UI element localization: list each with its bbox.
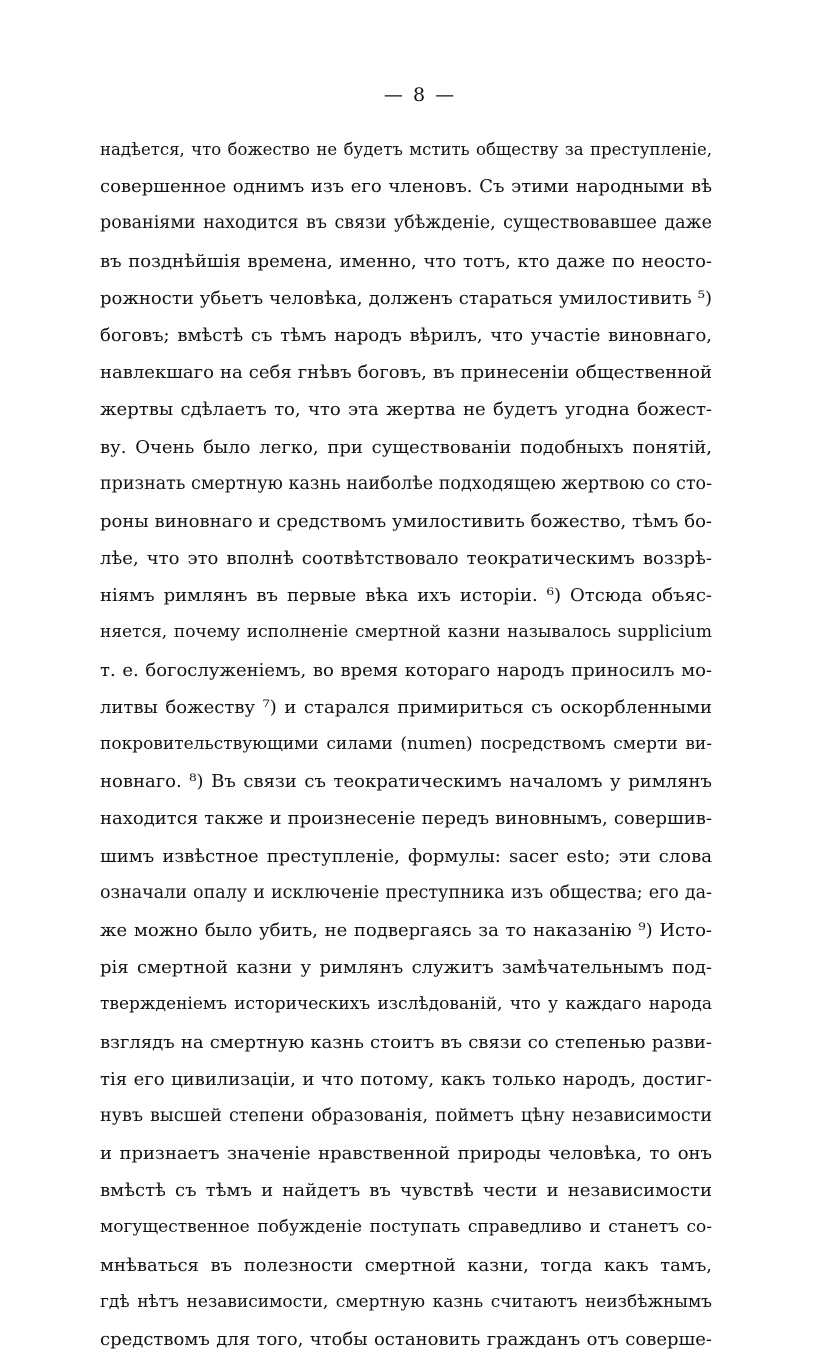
text-line: находится также и произнесеніе передъ виновнымъ, совершив- [100, 808, 712, 830]
text-line: жертвы сдѣлаетъ то, что эта жертва не будетъ угодна божест- [100, 399, 712, 421]
text-line: лѣе, что это вполнѣ соотвѣтствовало теократическимъ воззрѣ- [100, 548, 712, 570]
text-line: литвы божеству ⁷) и старался примириться съ оскорбленными [100, 696, 712, 718]
text-line: рія смертной казни у римлянъ служитъ замѣчательнымъ под- [100, 957, 712, 979]
text-line: боговъ; вмѣстѣ съ тѣмъ народъ вѣрилъ, что участіе виновнаго, [100, 324, 712, 346]
text-line: ву. Очень было легко, при существованіи подобныхъ понятій, [100, 436, 712, 458]
text-line: вмѣстѣ съ тѣмъ и найдетъ въ чувствѣ чести и независимости [100, 1180, 712, 1202]
text-line: гдѣ нѣтъ независимости, смертную казнь считаютъ неизбѣжнымъ [100, 1291, 712, 1312]
text-line: же можно было убить, не подвергаясь за то наказанію ⁹) Исто- [100, 919, 712, 941]
text-line: рожности убьетъ человѣка, долженъ стараться умилостивить ⁵) [100, 287, 712, 309]
text-line: рованіями находится въ связи убѣжденіе, существовавшее даже [100, 213, 712, 234]
text-line: роны виновнаго и средствомъ умилостивить божество, тѣмъ бо- [100, 510, 712, 532]
text-line: покровительствующими силами (numen) посредствомъ смерти ви- [100, 734, 712, 754]
text-line: означали опалу и исключеніе преступника изъ общества; его да- [100, 882, 712, 903]
text-line: средствомъ для того, чтобы остановить гражданъ отъ соверше- [100, 1329, 712, 1350]
text-line: въ позднѣйшія времена, именно, что тотъ, кто даже по неосто- [100, 250, 712, 272]
text-line: шимъ извѣстное преступленіе, формулы: sacer esto; эти слова [100, 845, 712, 867]
text-line: могущественное побужденіе поступать справедливо и станетъ со- [100, 1217, 712, 1238]
text-line: тія его цивилизаціи, и что потому, какъ только народъ, достиг- [100, 1068, 712, 1090]
text-line: и признаетъ значеніе нравственной природы человѣка, то онъ [100, 1143, 712, 1165]
text-line: т. е. богослуженіемъ, во время котораго народъ приносилъ мо- [100, 659, 712, 681]
text-line: твержденіемъ историческихъ изслѣдованій, что у каждаго народа [100, 994, 712, 1015]
text-line: ніямъ римлянъ въ первые вѣка ихъ исторіи. ⁶) Отсюда объяс- [100, 585, 712, 607]
text-line: навлекшаго на себя гнѣвъ боговъ, въ принесеніи общественной [100, 362, 712, 384]
text-line: мнѣваться въ полезности смертной казни, тогда какъ тамъ, [100, 1254, 712, 1276]
text-line: няется, почему исполненіе смертной казни называлось supplicium [100, 622, 712, 643]
text-line: новнаго. ⁸) Въ связи съ теократическимъ началомъ у римлянъ [100, 771, 712, 793]
text-line: надѣется, что божество не будетъ мстить обществу за преступленіе, [100, 140, 712, 159]
page-number: — 8 — [383, 84, 457, 106]
body-text [100, 131, 712, 1358]
text-line: взглядъ на смертную казнь стоитъ въ связи со степенью разви- [100, 1031, 712, 1053]
text-line: признать смертную казнь наиболѣе подходящею жертвою со сто- [100, 473, 712, 494]
text-line: нувъ высшей степени образованія, пойметъ цѣну независимости [100, 1105, 712, 1126]
text-line: совершенное однимъ изъ его членовъ. Съ этими народными вѣ [100, 176, 712, 198]
